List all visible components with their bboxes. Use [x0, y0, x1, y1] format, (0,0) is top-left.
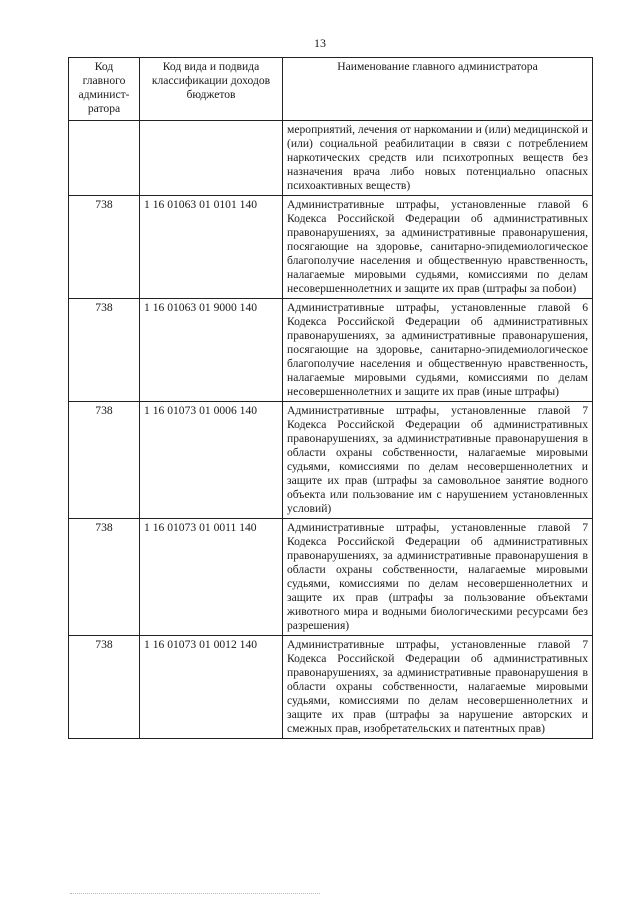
admin-code-cell: 738	[69, 636, 140, 739]
admin-name-cell: Административные штрафы, установленные главой 6 Кодекса Российской Федерации об административных правонарушениях, за административные правонарушения, посягающие на здоровье, санитарно-эпидемиологическое благополучие населения и общественную нравственность, налагаемые мировыми судьями, комиссиями по делам несовершеннолетних и защите их прав (иные штрафы)	[283, 299, 593, 402]
table-row	[69, 121, 593, 196]
admin-code-cell: 738	[69, 196, 140, 299]
income-code-cell: 1 16 01073 01 0006 140	[140, 402, 283, 519]
admin-code-cell	[69, 121, 140, 196]
table-row	[69, 402, 593, 519]
income-code-cell: 1 16 01063 01 0101 140	[140, 196, 283, 299]
table-header-row	[69, 58, 593, 121]
admin-name-cell: Административные штрафы, установленные главой 7 Кодекса Российской Федерации об административных правонарушениях, за административные правонарушения в области охраны собственности, налагаемые мировыми судьями, комиссиями по делам несовершеннолетних и защите их прав (штрафы за самовольное занятие водного объекта или пользование им с нарушением установленных условий)	[283, 402, 593, 519]
admin-code-cell: 738	[69, 402, 140, 519]
income-code-cell	[140, 121, 283, 196]
income-code-cell: 1 16 01073 01 0011 140	[140, 519, 283, 636]
header-admin-name: Наименование главного администратора	[283, 58, 593, 121]
header-admin-code: Код главного админист-ратора	[69, 58, 140, 121]
table-row	[69, 299, 593, 402]
table-row	[69, 196, 593, 299]
admin-code-cell: 738	[69, 519, 140, 636]
admin-code-cell: 738	[69, 299, 140, 402]
table-row	[69, 636, 593, 739]
admin-name-cell: мероприятий, лечения от наркомании и (или) медицинской и (или) социальной реабилитации в связи с потреблением наркотических средств или психотропных веществ без назначения врача либо новых потенциально опасных психоактивных веществ)	[283, 121, 593, 196]
header-income-code: Код вида и подвида классификации доходов бюджетов	[140, 58, 283, 121]
admin-name-cell: Административные штрафы, установленные главой 6 Кодекса Российской Федерации об административных правонарушениях, за административные правонарушения, посягающие на здоровье, санитарно-эпидемиологическое благополучие населения и общественную нравственность, налагаемые мировыми судьями, комиссиями по делам несовершеннолетних и защите их прав (штрафы за побои)	[283, 196, 593, 299]
admin-name-cell: Административные штрафы, установленные главой 7 Кодекса Российской Федерации об административных правонарушениях, за административные правонарушения в области охраны собственности, налагаемые мировыми судьями, комиссиями по делам несовершеннолетних и защите их прав (штрафы за пользование объектами животного мира и водными биологическими ресурсами без разрешения)	[283, 519, 593, 636]
table-row	[69, 519, 593, 636]
income-classification-table	[68, 57, 593, 739]
scan-artifact-line	[70, 893, 320, 895]
income-code-cell: 1 16 01063 01 9000 140	[140, 299, 283, 402]
income-code-cell: 1 16 01073 01 0012 140	[140, 636, 283, 739]
page-number: 13	[314, 36, 326, 50]
admin-name-cell: Административные штрафы, установленные главой 7 Кодекса Российской Федерации об административных правонарушениях, за административные правонарушения в области охраны собственности, налагаемые мировыми судьями, комиссиями по делам несовершеннолетних и защите их прав (штрафы за нарушение авторских и смежных прав, изобретательских и патентных прав)	[283, 636, 593, 739]
